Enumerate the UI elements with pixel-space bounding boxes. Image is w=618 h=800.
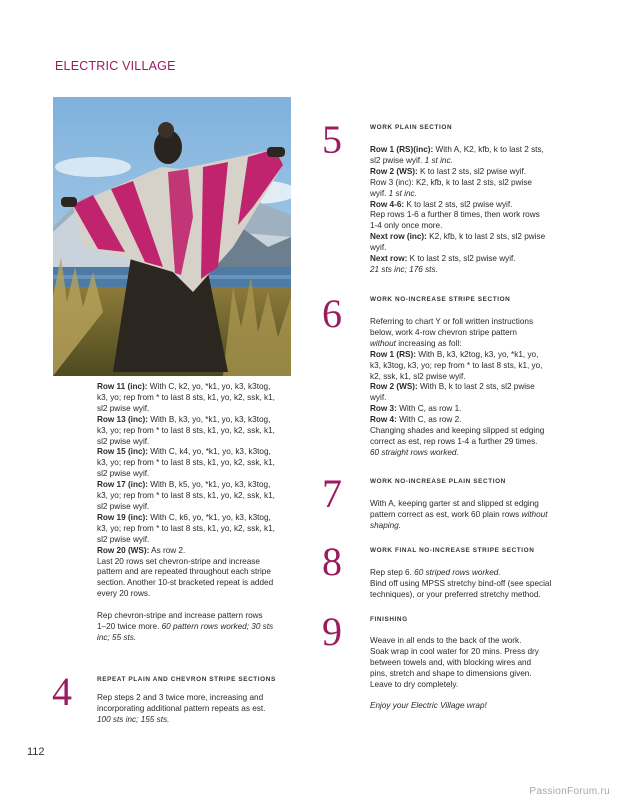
line-text: Weave in all ends to the back of the work.	[370, 636, 522, 645]
line-text: k3, yo; rep from * to last 8 sts, k1, yo, k2, ssk, k1,	[97, 458, 275, 468]
instruction-line	[97, 415, 297, 426]
instruction-line	[370, 568, 595, 579]
instruction-line	[370, 210, 595, 221]
line-text: Rep rows 1-6 a further 8 times, then work rows	[370, 210, 540, 220]
instruction-line	[370, 590, 595, 601]
line-text: Soak wrap in cool water for 20 mins. Press dry	[370, 646, 539, 656]
instruction-line	[370, 669, 595, 680]
line-text: every 20 rows.	[97, 589, 151, 599]
row-label: Row 11 (inc):	[97, 382, 148, 391]
line-text: K to last 2 sts, sl2 pwise wyif.	[417, 166, 527, 176]
line-text: pattern and are repeated throughout each stripe	[97, 567, 271, 577]
line-text: k3, yo; rep from * to last 8 sts, k1, yo, k2, ssk, k1,	[97, 491, 275, 501]
instruction-line	[97, 546, 297, 557]
instruction-line	[97, 502, 297, 513]
instruction-line	[370, 328, 595, 339]
instruction-line	[370, 178, 595, 189]
line-text: K to last 2 sts, sl2 pwise wyif.	[404, 199, 513, 209]
line-text: With C, as row 1.	[396, 404, 462, 414]
line-text: sl2 pwise wyif.	[97, 403, 150, 413]
instruction-line	[370, 521, 595, 532]
line-text: sl2 pwise wyif.	[97, 534, 150, 544]
instruction-line	[97, 426, 297, 437]
line-text: increasing as foll:	[395, 338, 462, 348]
line-text: k3, yo; rep from * to last 8 sts, k1, yo, k2, ssk, k1,	[97, 425, 275, 435]
instruction-line	[97, 393, 297, 404]
line-text: With C, k6, yo, *k1, yo, k3, k3tog,	[147, 512, 271, 522]
italic-note: without	[521, 509, 548, 519]
step-number: 9	[322, 609, 342, 654]
line-text: wyif.	[370, 393, 387, 403]
line-text: 1–20 twice more.	[97, 621, 162, 631]
instruction-line	[370, 339, 595, 350]
line-text: pattern correct as est, work 60 plain rows	[370, 509, 522, 519]
instruction-line	[370, 658, 595, 669]
instruction-line	[97, 382, 297, 393]
instruction-line	[370, 499, 595, 510]
line-text: Row 3 (inc): K2, kfb, k to last 2 sts, sl2 pwise	[370, 177, 532, 187]
instruction-line	[97, 404, 297, 415]
instruction-line	[370, 317, 595, 328]
step-body	[370, 636, 595, 712]
instruction-line	[370, 510, 595, 521]
instruction-line	[97, 578, 297, 589]
row-label: Row 4:	[370, 415, 397, 425]
row-label: Row 2 (WS):	[370, 166, 418, 176]
instruction-line	[97, 491, 297, 502]
step-heading: WORK FINAL NO-INCREASE STRIPE SECTION	[370, 547, 535, 554]
line-text: With A, K2, kfb, k to last 2 sts,	[433, 145, 544, 154]
line-text: As row 2.	[149, 545, 186, 555]
instruction-line	[370, 265, 595, 276]
line-text: Leave to dry completely.	[370, 679, 459, 689]
watermark: PassionForum.ru	[529, 786, 610, 797]
instruction-line	[370, 647, 595, 658]
line-text: With B, k to last 2 sts, sl2 pwise	[417, 382, 535, 392]
italic-note: 60 straight rows worked.	[370, 447, 459, 457]
instruction-line	[370, 382, 595, 393]
instruction-line	[370, 372, 595, 383]
step-number: 4	[52, 669, 72, 714]
line-text: below, work 4-row chevron stripe pattern	[370, 327, 517, 337]
step-heading: WORK PLAIN SECTION	[370, 124, 453, 131]
line-text: wyif.	[370, 243, 387, 253]
line-text: Rep steps 2 and 3 twice more, increasing and	[97, 693, 264, 702]
italic-note: 100 sts inc; 155 sts.	[97, 714, 170, 724]
instruction-line	[97, 458, 297, 469]
line-text: K to last 2 sts, sl2 pwise wyif.	[407, 254, 516, 264]
step-body	[370, 568, 595, 601]
step-body	[370, 317, 595, 459]
line-text: sl2 pwise wyif.	[97, 436, 150, 446]
line-text: Bind off using MPSS stretchy bind-off (see special	[370, 578, 552, 588]
line-gap	[97, 600, 297, 611]
photo-illustration	[53, 97, 291, 376]
instruction-line	[370, 145, 595, 156]
step-number: 5	[322, 117, 342, 162]
step-heading: WORK NO-INCREASE PLAIN SECTION	[370, 478, 506, 485]
line-text: Referring to chart Y or foll written instructions	[370, 317, 534, 326]
step-number: 8	[322, 539, 342, 584]
line-text: With C, k4, yo, *k1, yo, k3, k3tog,	[147, 447, 271, 457]
instruction-line	[370, 415, 595, 426]
instruction-line	[370, 243, 595, 254]
row-label: Row 19 (inc):	[97, 512, 148, 522]
instruction-line	[97, 513, 297, 524]
left-instructions	[97, 382, 297, 644]
instruction-line	[97, 715, 322, 726]
instruction-line	[370, 200, 595, 211]
instruction-line	[97, 567, 297, 578]
step-body	[370, 499, 595, 532]
line-text: wyif.	[370, 188, 389, 198]
instruction-line	[370, 350, 595, 361]
instruction-line	[370, 156, 595, 167]
step-number: 7	[322, 471, 342, 516]
line-text: Last 20 rows set chevron-stripe and increase	[97, 556, 260, 566]
instruction-line	[370, 404, 595, 415]
line-text: 1-4 only once more.	[370, 221, 443, 231]
line-text: sl2 pwise wyif.	[97, 501, 150, 511]
line-text: With C, as row 2.	[396, 415, 462, 425]
line-text: With B, k3, yo, *k1, yo, k3, k3tog,	[147, 414, 271, 424]
line-gap	[370, 691, 595, 702]
step-heading: REPEAT PLAIN AND CHEVRON STRIPE SECTIONS	[97, 676, 276, 683]
instruction-line	[97, 633, 297, 644]
row-label: Row 4-6:	[370, 199, 405, 209]
instruction-line	[97, 535, 297, 546]
italic-note: 1 st inc.	[388, 188, 417, 198]
line-text: sl2 pwise wyif.	[97, 469, 150, 479]
step-body	[370, 145, 595, 276]
instruction-line	[370, 636, 595, 647]
instruction-line	[97, 469, 297, 480]
instruction-line	[97, 693, 322, 704]
step-body	[97, 693, 322, 726]
instruction-line	[370, 680, 595, 691]
row-label: Next row:	[370, 254, 408, 264]
step-number: 6	[322, 291, 342, 336]
instruction-line	[370, 232, 595, 243]
page-title: ELECTRIC VILLAGE	[55, 59, 176, 73]
line-text: correct as est, rep rows 1-4 a further 29 times.	[370, 436, 538, 446]
row-label: Row 17 (inc):	[97, 480, 148, 490]
instruction-line	[97, 589, 297, 600]
line-text: section. Another 10-st bracketed repeat is added	[97, 578, 274, 588]
row-label: Row 15 (inc):	[97, 447, 148, 457]
line-text: With A, keeping garter st and slipped st edging	[370, 499, 539, 508]
step-heading: WORK NO-INCREASE STRIPE SECTION	[370, 296, 511, 303]
row-label: Row 1 (RS):	[370, 349, 416, 359]
row-label: Row 2 (WS):	[370, 382, 418, 392]
instruction-line	[97, 480, 297, 491]
line-text: sl2 pwise wyif.	[370, 155, 425, 165]
line-text: Changing shades and keeping slipped st edging	[370, 426, 545, 436]
line-text: With B, k3, k2tog, k3, yo, *k1, yo,	[415, 349, 539, 359]
line-text: With B, k5, yo, *k1, yo, k3, k3tog,	[147, 480, 271, 490]
instruction-line	[370, 254, 595, 265]
italic-note: 21 sts inc; 176 sts.	[370, 264, 438, 274]
instruction-line	[97, 611, 297, 622]
row-label: Row 3:	[370, 404, 397, 414]
instruction-line	[97, 437, 297, 448]
instruction-line	[370, 437, 595, 448]
line-text: between towels and, with blocking wires and	[370, 657, 532, 667]
line-text: K2, kfb, k to last 2 sts, sl2 pwise	[426, 232, 546, 242]
instruction-line	[370, 221, 595, 232]
italic-note: Enjoy your Electric Village wrap!	[370, 701, 487, 711]
instruction-line	[370, 189, 595, 200]
instruction-line	[97, 622, 297, 633]
instruction-line	[97, 524, 297, 535]
step-heading: FINISHING	[370, 616, 408, 623]
instruction-line	[370, 426, 595, 437]
instruction-line	[97, 704, 322, 715]
instruction-line	[370, 167, 595, 178]
instruction-line	[370, 579, 595, 590]
italic-note: 1 st inc.	[424, 155, 453, 165]
instruction-line	[370, 393, 595, 404]
line-text: incorporating additional pattern repeats as est.	[97, 703, 266, 713]
line-text: With C, k2, yo, *k1, yo, k3, k3tog,	[147, 382, 271, 391]
line-text: techniques), or your preferred stretchy method.	[370, 589, 541, 599]
instruction-line	[97, 447, 297, 458]
instruction-line	[97, 557, 297, 568]
instruction-line	[370, 701, 595, 712]
line-text: pins, stretch and shape to dimensions given.	[370, 668, 532, 678]
italic-note: inc; 55 sts.	[97, 632, 137, 642]
line-text: k3, yo; rep from * to last 8 sts, k1, yo, k2, ssk, k1,	[97, 392, 275, 402]
row-label: Row 1 (RS)(inc):	[370, 145, 434, 154]
instruction-line	[370, 361, 595, 372]
italic-note: 60 striped rows worked.	[414, 568, 501, 577]
italic-note: shaping.	[370, 520, 401, 530]
line-text: Rep step 6.	[370, 568, 415, 577]
line-text: Rep chevron-stripe and increase pattern rows	[97, 611, 263, 621]
row-label: Next row (inc):	[370, 232, 427, 242]
row-label: Row 20 (WS):	[97, 545, 150, 555]
line-text: k2, ssk, k1, sl2 pwise wyif.	[370, 371, 466, 381]
line-text: k3, k3tog, k3, yo; rep from * to last 8 sts, k1, yo,	[370, 360, 543, 370]
row-label: Row 13 (inc):	[97, 414, 148, 424]
italic-note: without	[370, 338, 396, 348]
shawl-photo	[53, 97, 291, 376]
page-number: 112	[27, 746, 45, 758]
instruction-line	[370, 448, 595, 459]
italic-note: 60 pattern rows worked; 30 sts	[161, 621, 274, 631]
line-text: k3, yo; rep from * to last 8 sts, k1, yo, k2, ssk, k1,	[97, 523, 275, 533]
